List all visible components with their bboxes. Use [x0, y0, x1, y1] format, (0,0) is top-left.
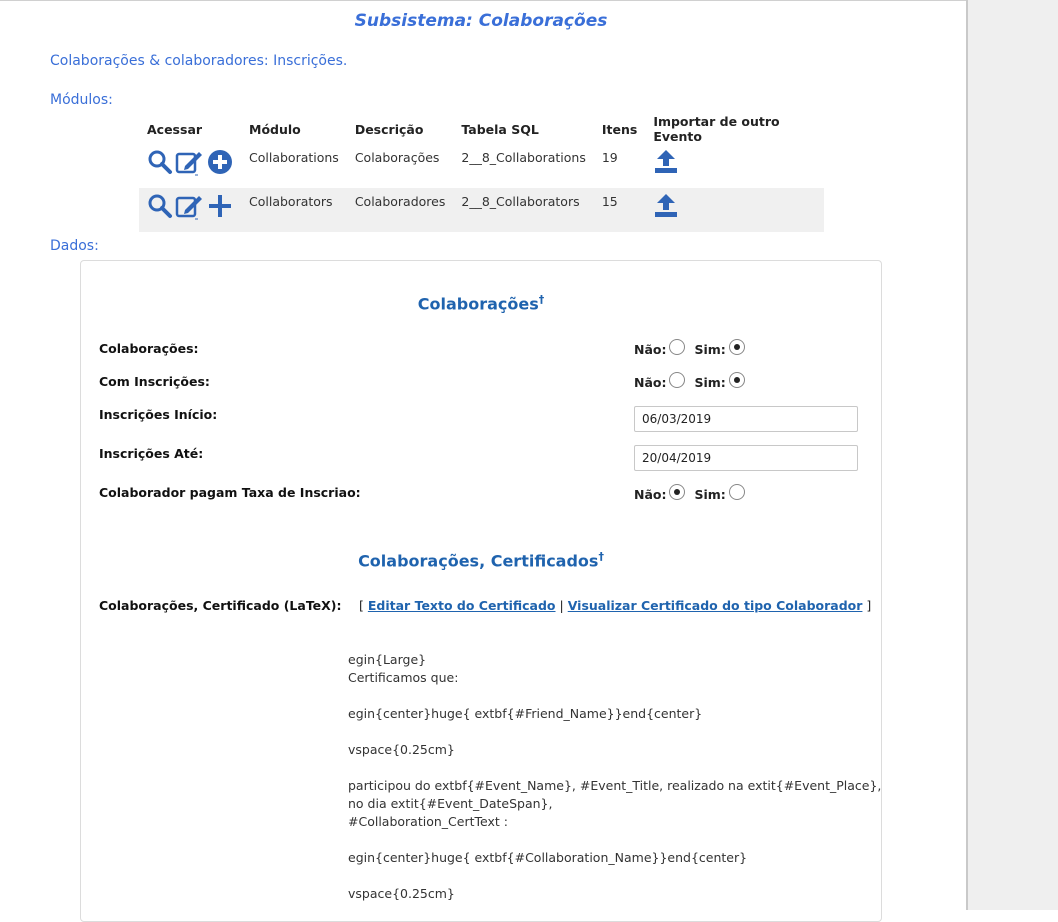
view-certificate-link[interactable]: Visualizar Certificado do tipo Colaborador: [567, 598, 863, 613]
inscricoes-ate-input[interactable]: 20/04/2019: [634, 445, 858, 471]
modulos-label: Módulos:: [50, 92, 113, 108]
radio-nao[interactable]: [669, 339, 685, 355]
latex-certificate-text: egin{Large} Certificamos que: egin{center}huge{ extbf{#Friend_Name}}end{center} vspace{0.25cm} participou do extbf{#Event_Name}, #Event_Title, realizado na extit{#Event_Place}, no dia extit{#Event_DateSpan}, #Collaboration_CertText : egin{center}huge{ extbf{#Collaboration_Name}}end{center} vspace{0.25cm}: [348, 652, 882, 901]
field-label-com-inscricoes: Com Inscrições:: [99, 374, 210, 389]
search-icon[interactable]: [147, 149, 173, 175]
radio-sim[interactable]: [729, 372, 745, 388]
col-header-acessar: Acessar: [147, 121, 203, 137]
radio-group-taxa: Não: Sim:: [634, 486, 754, 502]
radio-sim[interactable]: [729, 339, 745, 355]
upload-icon[interactable]: [653, 148, 679, 174]
inscricoes-link[interactable]: Colaborações & colaboradores: Inscrições.: [50, 53, 348, 69]
page-title: Subsistema: Colaborações: [354, 11, 608, 31]
radio-sim[interactable]: [729, 484, 745, 500]
cell-tabela: 2__8_Collaborators: [453, 188, 593, 232]
col-header-importar: Importar de outro Evento: [653, 114, 780, 144]
edit-icon[interactable]: [175, 148, 205, 176]
plus-icon[interactable]: [207, 193, 233, 219]
upload-icon[interactable]: [653, 192, 679, 218]
section-title-colaboracoes: Colaborações†: [417, 293, 545, 314]
settings-card: [80, 260, 882, 922]
field-label-inscricoes-ate: Inscrições Até:: [99, 446, 204, 461]
inscricoes-inicio-input[interactable]: 06/03/2019: [634, 406, 858, 432]
cell-modulo: Collaborators: [241, 188, 347, 232]
modules-table: [139, 114, 824, 232]
cell-itens: 19: [601, 150, 618, 165]
table-row: [139, 144, 824, 188]
table-row: [139, 188, 824, 232]
search-icon[interactable]: [147, 193, 173, 219]
dados-label: Dados:: [50, 238, 99, 254]
col-header-itens: Itens: [601, 121, 638, 137]
cell-descricao: Colaboradores: [347, 188, 454, 232]
plus-circle-icon[interactable]: [207, 149, 233, 175]
edit-certificate-link[interactable]: Editar Texto do Certificado: [367, 598, 556, 613]
col-header-tabela: Tabela SQL: [461, 121, 539, 137]
field-label-taxa: Colaborador pagam Taxa de Inscriao:: [99, 485, 361, 500]
field-label-inscricoes-inicio: Inscrições Início:: [99, 407, 218, 422]
field-label-certificado: Colaborações, Certificado (LaTeX):: [99, 598, 342, 613]
right-side-panel: [966, 0, 1058, 910]
cell-itens: 15: [594, 188, 645, 232]
cell-tabela: 2__8_Collaborations: [461, 150, 586, 165]
top-divider: [0, 0, 966, 5]
field-label-colaboracoes: Colaborações:: [99, 341, 199, 356]
edit-icon[interactable]: [175, 192, 205, 220]
certificate-links: [ Editar Texto do Certificado | Visualizar Certificado do tipo Colaborador ]: [359, 598, 872, 613]
radio-nao[interactable]: [669, 484, 685, 500]
cell-descricao: Colaborações: [354, 150, 440, 165]
section-title-certificados: Colaborações, Certificados†: [358, 550, 604, 571]
col-header-descricao: Descrição: [354, 121, 424, 137]
cell-modulo: Collaborations: [249, 150, 339, 165]
radio-group-com-inscricoes: Não: Sim:: [634, 374, 754, 390]
radio-nao[interactable]: [669, 372, 685, 388]
col-header-modulo: Módulo: [249, 121, 301, 137]
radio-group-colaboracoes: Não: Sim:: [634, 341, 754, 357]
